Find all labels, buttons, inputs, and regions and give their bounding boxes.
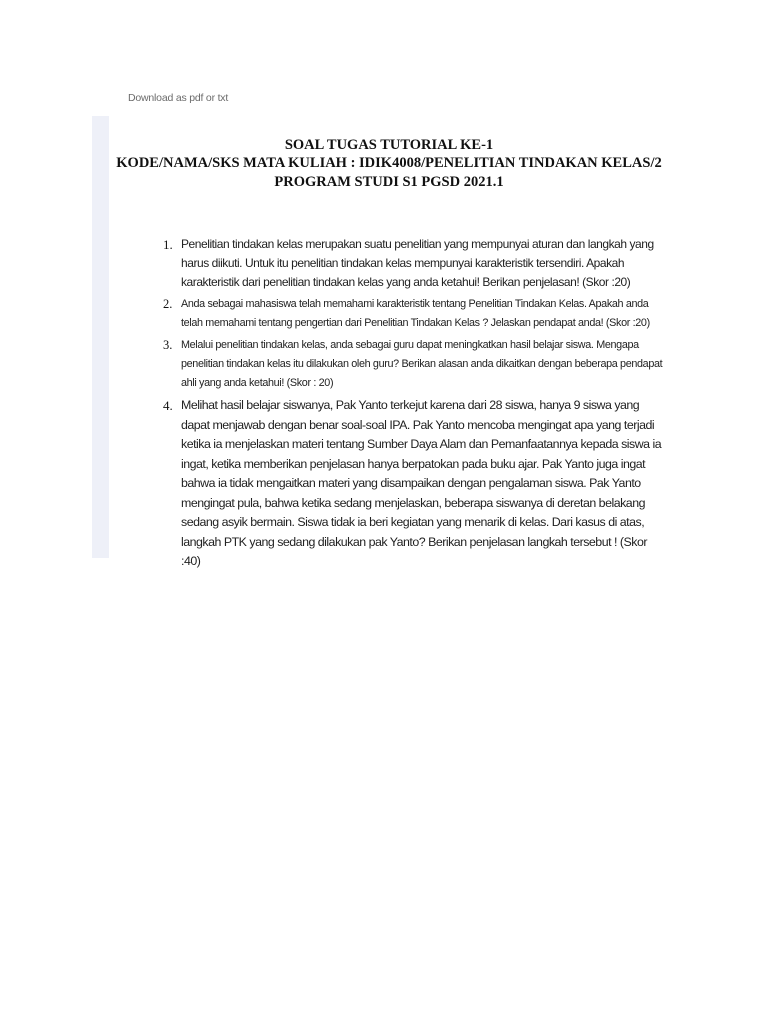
question-number: 1. (163, 237, 173, 252)
question-item (149, 235, 669, 292)
question-number: 4. (163, 398, 173, 413)
question-number: 2. (163, 297, 173, 311)
question-item (149, 295, 669, 333)
document-title: SOAL TUGAS TUTORIAL KE-1 (284, 137, 494, 153)
question-list (149, 235, 669, 575)
document-page (109, 116, 669, 568)
question-item (149, 336, 669, 393)
question-text: Melalui penelitian tindakan kelas, anda sebagai guru dapat meningkatkan hasil belajar siswa. Mengapa penelitian tindakan kelas itu dilakukan oleh guru? Berikan alasan anda dikaitkan dengan beberapa pendapat ahli yang anda ketahui! (Skor : 20) (181, 339, 663, 389)
download-link[interactable]: Download as pdf or txt (128, 92, 229, 104)
study-program-line: PROGRAM STUDI S1 PGSD 2021.1 (274, 174, 504, 190)
question-text: Melihat hasil belajar siswanya, Pak Yanto terkejut karena dari 28 siswa, hanya 9 siswa yang dapat menjawab dengan benar soal-soal IPA. Pak Yanto mencoba mengingat apa yang terjadi ketika ia menjelaskan materi tentang Sumber Daya Alam dan Pemanfaatannya kepada siswa ia ingat, ketika memberikan penjelasan hanya berpatokan pada buku ajar. Pak Yanto juga ingat bahwa ia tidak mengaitkan materi yang disampaikan dengan pengalaman siswa. Pak Yanto mengingat pula, bahwa ketika sedang menjelaskan, beberapa siswanya di deretan belakang sedang asyik bermain. Siswa tidak ia beri kegiatan yang menarik di kelas. Dari kasus di atas, langkah PTK yang sedang dilakukan pak Yanto? Berikan penjelasan langkah tersebut ! (Skor :40) (181, 398, 662, 568)
question-number: 3. (163, 338, 173, 352)
question-item (149, 396, 669, 572)
question-text: Penelitian tindakan kelas merupakan suatu penelitian yang mempunyai aturan dan langkah yang harus diikuti. Untuk itu penelitian tindakan kelas mempunyai karakteristik tersendiri. Apakah karakteristik dari penelitian tindakan kelas yang anda ketahui! Berikan penjelasan! (Skor :20) (181, 237, 654, 289)
course-code-line: KODE/NAMA/SKS MATA KULIAH : IDIK4008/PENELITIAN TINDAKAN KELAS/2 (116, 155, 662, 171)
question-text: Anda sebagai mahasiswa telah memahami karakteristik tentang Penelitian Tindakan Kelas. Apakah anda telah memahami tentang pengertian dari Penelitian Tindakan Kelas ? Jelaskan pendapat anda! (Skor :20) (181, 298, 650, 329)
document-left-gutter (92, 116, 109, 558)
